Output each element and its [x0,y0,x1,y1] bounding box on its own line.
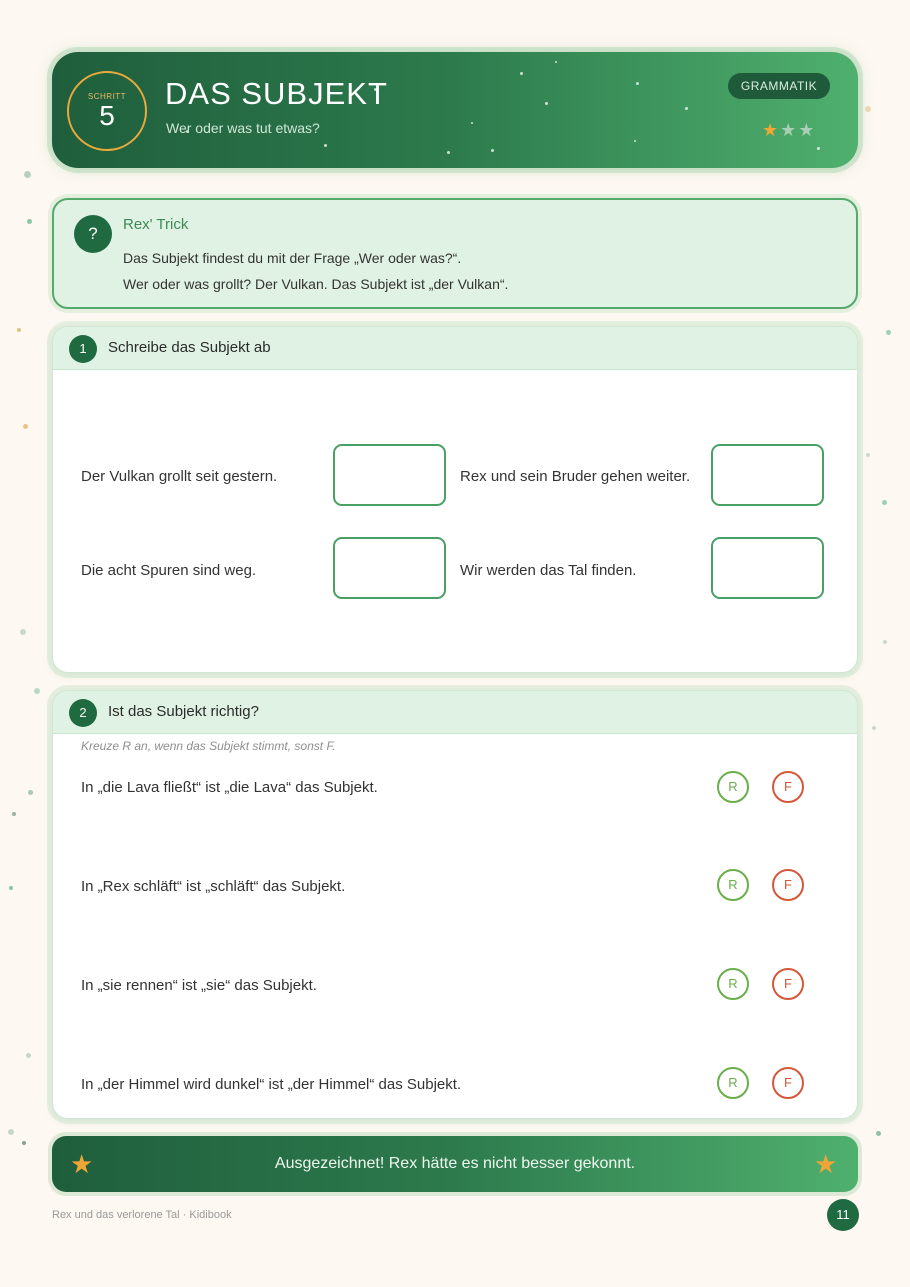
sparkle [817,147,820,150]
decor-dot [23,424,28,429]
decor-dot [8,1129,14,1135]
decor-dot [883,640,887,644]
decor-dot [26,1053,31,1058]
sparkle [491,149,494,152]
exercise-sentence: Der Vulkan grollt seit gestern. [81,468,278,485]
false-option[interactable]: F [772,869,804,901]
answer-box[interactable] [711,444,824,506]
decor-dot [27,219,32,224]
decor-dot [866,453,870,457]
decor-dot [22,1141,26,1145]
exercise-sentence: Wir werden das Tal finden. [460,562,637,579]
exercise-instruction: Kreuze R an, wenn das Subjekt stimmt, sonst F. [81,739,336,753]
true-option[interactable]: R [717,771,749,803]
exercise-2-card [52,690,858,1119]
sparkle [471,122,473,124]
exercise-header [53,327,857,370]
star-icon: ★ [814,1149,838,1179]
decor-dot [24,171,31,178]
statement-text: In „die Lava fließt“ ist „die Lava“ das Subjekt. [81,779,378,796]
sparkle [447,151,450,154]
answer-box[interactable] [333,444,446,506]
star-empty-icon: ★ [798,120,817,140]
decor-dot [20,629,26,635]
decor-dot [17,328,21,332]
category-badge: GRAMMATIK [728,73,830,99]
tip-example: Wer oder was grollt? Der Vulkan. Das Subjekt ist „der Vulkan“. [123,276,509,292]
praise-text: Ausgezeichnet! Rex hätte es nicht besser gekonnt. [274,1155,636,1172]
sparkle [634,140,636,142]
statement-text: In „sie rennen“ ist „sie“ das Subjekt. [81,977,317,994]
decor-dot [872,726,876,730]
answer-box[interactable] [711,537,824,599]
praise-banner [52,1136,858,1192]
tip-text: Das Subjekt findest du mit der Frage „Wer oder was?“. [123,250,462,266]
sparkle [555,61,557,63]
page-number: 11 [827,1199,859,1231]
statement-text: In „Rex schläft“ ist „schläft“ das Subjekt. [81,878,346,895]
step-label: SCHRITT [87,92,127,101]
statement-text: In „der Himmel wird dunkel“ ist „der Himmel“ das Subjekt. [81,1076,462,1093]
exercise-1-card [52,326,858,673]
false-option[interactable]: F [772,1067,804,1099]
decor-dot [28,790,33,795]
sparkle [545,102,548,105]
star-icon: ★ [70,1149,94,1179]
exercise-sentence: Die acht Spuren sind weg. [81,562,257,579]
exercise-title: Schreibe das Subjekt ab [108,339,271,356]
exercise-header [53,691,857,734]
star-filled-icon: ★ [762,120,781,140]
exercise-sentence: Rex und sein Bruder gehen weiter. [460,468,691,485]
decor-dot [876,1131,881,1136]
star-empty-icon: ★ [780,120,799,140]
answer-box[interactable] [333,537,446,599]
question-icon: ? [74,215,112,253]
false-option[interactable]: F [772,771,804,803]
exercise-number: 2 [69,699,97,727]
sparkle [324,144,327,147]
sparkle [520,72,523,75]
true-option[interactable]: R [717,869,749,901]
lesson-header [52,52,858,168]
false-option[interactable]: F [772,968,804,1000]
step-badge [67,71,147,151]
sparkle [685,107,688,110]
tip-title: Rex' Trick [123,216,189,233]
decor-dot [9,886,13,890]
decor-dot [12,812,16,816]
page-title: DAS SUBJEKT [165,76,388,111]
page-subtitle: Wer oder was tut etwas? [166,120,320,136]
book-credit: Rex und das verlorene Tal · Kidibook [52,1209,232,1221]
difficulty-rating [762,120,816,141]
decor-dot [886,330,891,335]
true-option[interactable]: R [717,1067,749,1099]
decor-dot [865,106,871,112]
sparkle [636,82,639,85]
decor-dot [882,500,887,505]
decor-dot [34,688,40,694]
exercise-title: Ist das Subjekt richtig? [108,703,259,720]
true-option[interactable]: R [717,968,749,1000]
step-number: 5 [99,100,115,131]
tip-box [52,198,858,309]
exercise-number: 1 [69,335,97,363]
